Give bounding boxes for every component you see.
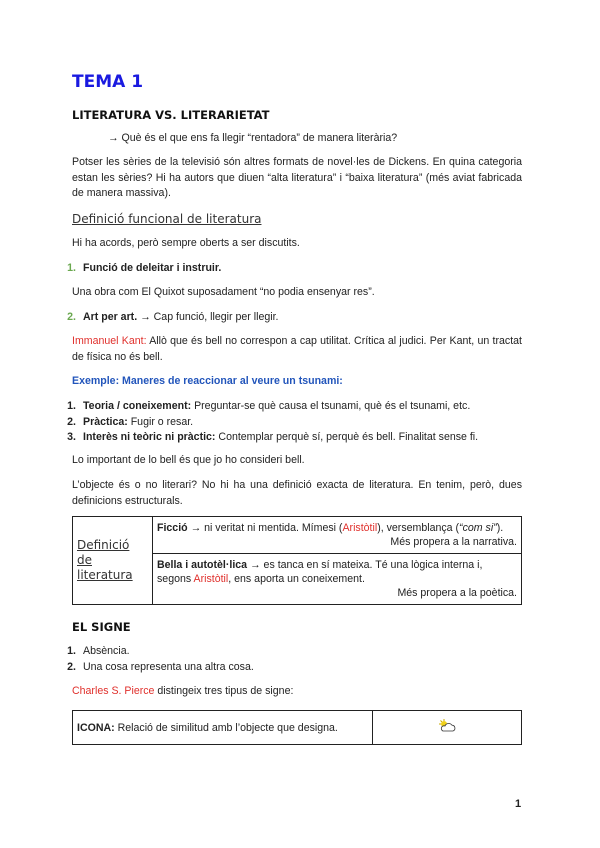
- table-row-bella: Bella i autotèl·lica → es tanca en sí mateixa. Té una lògica interna i, segons Aristòtil, ens aporta un coneixement. Més propera a la poètica.: [153, 554, 522, 605]
- icona-cell: ICONA: Relació de similitud amb l’objecte que designa.: [73, 711, 373, 745]
- page-title: TEMA 1: [72, 72, 144, 92]
- paragraph-bell: Lo important de lo bell és que jo ho consideri bell.: [72, 454, 305, 466]
- table-label-cell: Definició de literatura: [73, 517, 153, 605]
- list-item: 1. Absència.: [67, 645, 130, 657]
- exemple-heading: Exemple: Maneres de reaccionar al veure un tsunami:: [72, 375, 343, 387]
- list-item: 3. Interès ni teòric ni pràctic: Contemplar perquè sí, perquè és bell. Finalitat sense fi.: [67, 431, 479, 443]
- list-item: 2. Pràctica: Fugir o resar.: [67, 415, 194, 428]
- heading-signe: EL SIGNE: [72, 620, 131, 634]
- reactions-list: [56, 399, 526, 446]
- icona-example-cell: [373, 711, 522, 745]
- signe-list: [56, 644, 506, 675]
- list-item-funcio: 1. Funció de deleitar i instruir.: [67, 262, 222, 274]
- definition-table: [72, 516, 522, 605]
- paragraph-acords: Hi ha acords, però sempre oberts a ser discutits.: [72, 237, 300, 249]
- sign-types-table: [72, 710, 522, 745]
- paragraph-series: Potser les sèries de la televisió són altres formats de novel·les de Dickens. En quina categoria estan les sèries? Hi ha autors que diuen “alta literatura” i “baixa literatura” (més aviat fabricada de manera massiva).: [72, 156, 522, 199]
- paragraph-quixot: Una obra com El Quixot suposadament “no podia ensenyar res”.: [72, 286, 375, 298]
- list-item: 2. Una cosa representa una altra cosa.: [67, 660, 254, 673]
- page-number: 1: [515, 798, 522, 810]
- list-item: 1. Teoria / coneixement: Preguntar-se què causa el tsunami, què és el tsunami, etc.: [67, 400, 471, 412]
- sun-cloud-icon: [437, 724, 457, 736]
- table-row-ficcio: Ficció → ni veritat ni mentida. Mímesi (Aristòtil), versemblança (“com si”). Més propera a la narrativa.: [153, 517, 522, 554]
- list-item-art: 2. Art per art. → Cap funció, llegir per llegir.: [67, 311, 279, 323]
- heading-literatura: LITERATURA VS. LITERARIETAT: [72, 108, 270, 122]
- paragraph-pierce: Charles S. Pierce distingeix tres tipus de signe:: [72, 685, 294, 697]
- question: → Què és el que ens fa llegir “rentadora” de manera literària?: [108, 132, 398, 144]
- paragraph-kant: Immanuel Kant: Allò que és bell no correspon a cap utilitat. Crítica al judici. Per Kant, un tractat de física no és bell.: [72, 335, 522, 363]
- heading-definicio: Definició funcional de literatura: [72, 212, 262, 226]
- paragraph-objecte: L’objecte és o no literari? No hi ha una definició exacta de literatura. En tenim, però, dues definicions estructurals.: [72, 479, 522, 507]
